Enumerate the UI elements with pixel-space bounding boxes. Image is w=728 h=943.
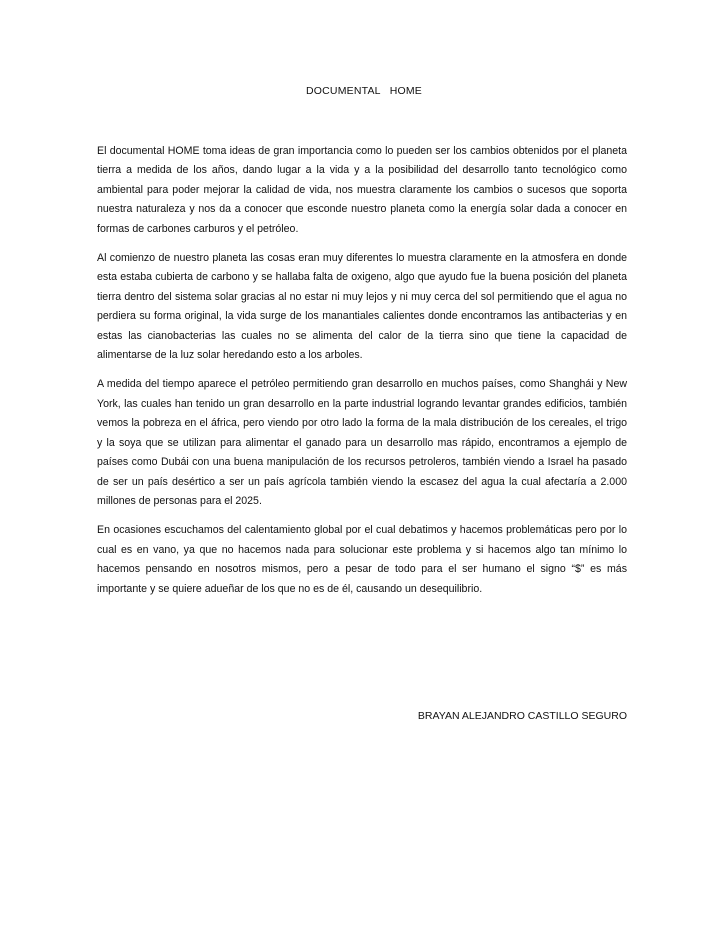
paragraph-1: El documental HOME toma ideas de gran importancia como lo pueden ser los cambios obtenidos por el planeta tierra a medida de los años, dando lugar a la vida y a la posibilidad del desarrollo tanto tecnológico como ambiental para poder mejorar la calidad de vida, nos muestra claramente los cambios o sucesos que soporta nuestra naturaleza y nos da a conocer que esconde nuestro planeta como la energía solar dada a conocer en formas de carbones carburos y el petróleo. [97,145,627,235]
paragraph-2: Al comienzo de nuestro planeta las cosas eran muy diferentes lo muestra claramente en la atmosfera en donde esta estaba cubierta de carbono y se hallaba falta de oxigeno, algo que ayudo fue la buena posición del planeta tierra dentro del sistema solar gracias al no estar ni muy lejos y ni muy cerca del sol permitiendo que el agua no perdiera su forma original, la vida surge de los manantiales calientes donde encontramos las antibacterias y en estas las cianobacterias las cuales no se alimenta del calor de la tierra sino que tiene la capacidad de alimentarse de la luz solar heredando esto a los arboles. [97,252,627,362]
document-body [97,142,627,609]
author-signature: BRAYAN ALEJANDRO CASTILLO SEGURO [417,710,627,722]
paragraph-4: En ocasiones escuchamos del calentamiento global por el cual debatimos y hacemos problemáticas pero por lo cual es en vano, ya que no hacemos nada para solucionar este problema y si hacemos algo tan mínimo lo hacemos pensando en nosotros mismos, pero a pesar de todo para el ser humano el signo “$” es más importante y se quiere adueñar de los que no es de él, causando un desequilibrio. [97,524,627,595]
paragraph-3: A medida del tiempo aparece el petróleo permitiendo gran desarrollo en muchos países, como Shanghái y New York, las cuales han tenido un gran desarrollo en la parte industrial logrando levantar grandes edificios, también vemos la pobreza en el áfrica, pero viendo por otro lado la forma de la mala distribución de los cereales, el trigo y la soya que se utilizan para alimentar el ganado para un desarrollo mas rápido, encontramos a ejemplo de países como Dubái con una buena manipulación de los recursos petroleros, también viendo a Israel ha pasado de ser un país desértico a ser un país agrícola también viendo la escasez del agua la cual afectaría a 2.000 millones de personas para el 2025. [97,378,627,507]
document-title: DOCUMENTAL HOME [306,85,422,97]
